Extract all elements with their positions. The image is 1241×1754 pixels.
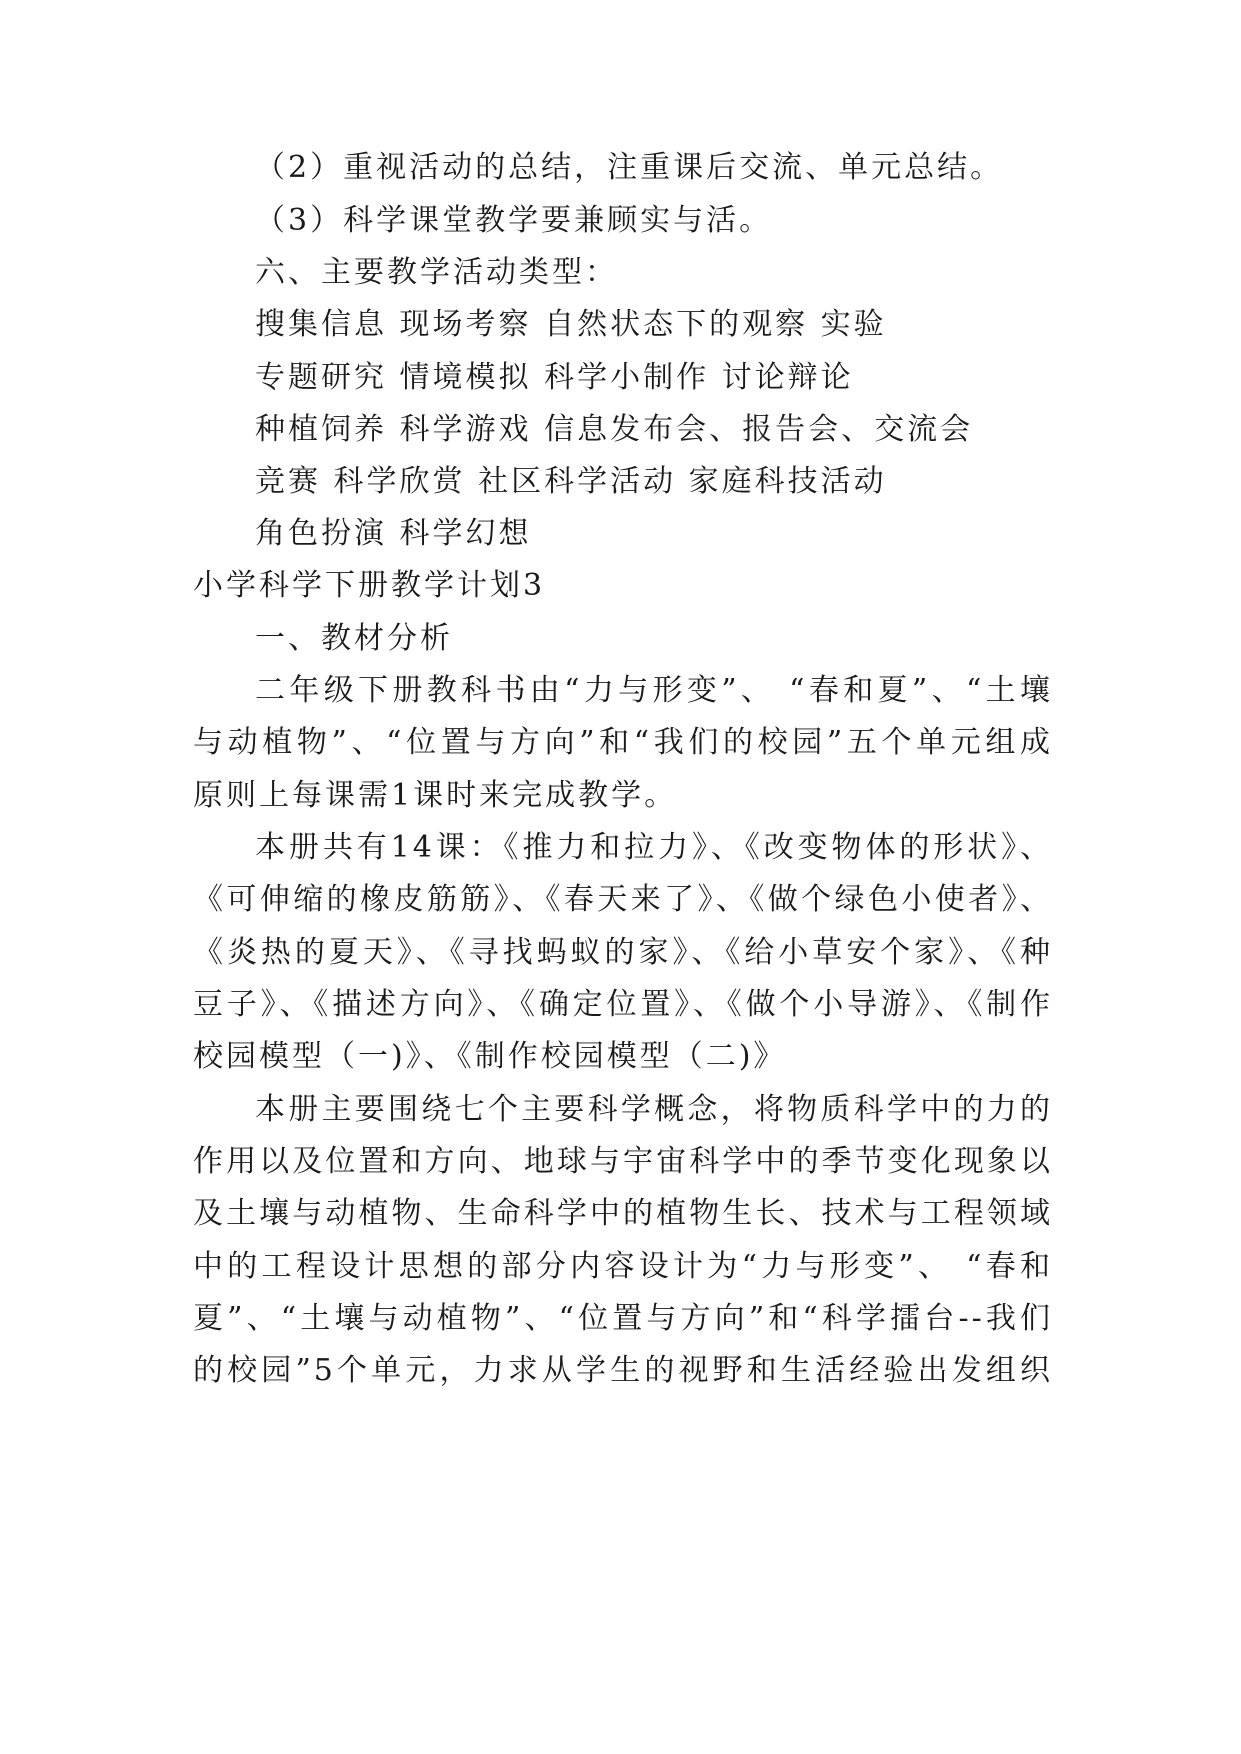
section-1-heading: 一、教材分析 — [255, 621, 453, 656]
paragraph-line: 与动植物”、“位置与方向”和“我们的校园”五个单元组成 — [193, 725, 1053, 760]
activity-list-line: 专题研究 情境模拟 科学小制作 讨论辩论 — [255, 360, 854, 395]
paragraph-line: 《炎热的夏天》、《寻找蚂蚁的家》、《给小草安个家》、《种 — [193, 935, 1053, 970]
paragraph-line: 二年级下册教科书由“力与形变”、 “春和夏”、“土壤 — [255, 673, 1053, 708]
paragraph-line: 及土壤与动植物、生命科学中的植物生长、技术与工程领域 — [193, 1196, 1053, 1231]
paragraph-line: 本册共有14课：《推力和拉力》、《改变物体的形状》、 — [255, 830, 1053, 865]
item-3-classroom: （3）科学课堂教学要兼顾实与活。 — [255, 203, 773, 238]
paragraph-line: 夏”、“土壤与动植物”、“位置与方向”和“科学擂台--我们 — [193, 1301, 1053, 1336]
activity-list-line: 搜集信息 现场考察 自然状态下的观察 实验 — [255, 307, 887, 342]
paragraph-line: 校园模型（一)》、《制作校园模型（二)》 — [193, 1039, 787, 1074]
activity-list-line: 角色扮演 科学幻想 — [255, 516, 532, 551]
section-6-heading: 六、主要教学活动类型： — [255, 255, 618, 290]
paragraph-line: 《可伸缩的橡皮筋筋》、《春天来了》、《做个绿色小使者》、 — [193, 882, 1053, 917]
paragraph-line: 豆子》、《描述方向》、《确定位置》、《做个小导游》、《制作 — [193, 987, 1053, 1022]
paragraph-line: 本册主要围绕七个主要科学概念，将物质科学中的力的 — [255, 1092, 1053, 1127]
activity-list-line: 竞赛 科学欣赏 社区科学活动 家庭科技活动 — [255, 464, 887, 499]
activity-list-line: 种植饲养 科学游戏 信息发布会、报告会、交流会 — [255, 412, 974, 447]
paragraph-line: 的校园”5个单元，力求从学生的视野和生活经验出发组织 — [193, 1353, 1053, 1388]
paragraph-line: 作用以及位置和方向、地球与宇宙科学中的季节变化现象以 — [193, 1144, 1053, 1179]
item-2-summary: （2）重视活动的总结，注重课后交流、单元总结。 — [255, 150, 1004, 185]
paragraph-line: 原则上每课需1课时来完成教学。 — [193, 778, 678, 813]
paragraph-line: 中的工程设计思想的部分内容设计为“力与形变”、 “春和 — [193, 1249, 1053, 1284]
plan-title: 小学科学下册教学计划3 — [193, 568, 546, 603]
